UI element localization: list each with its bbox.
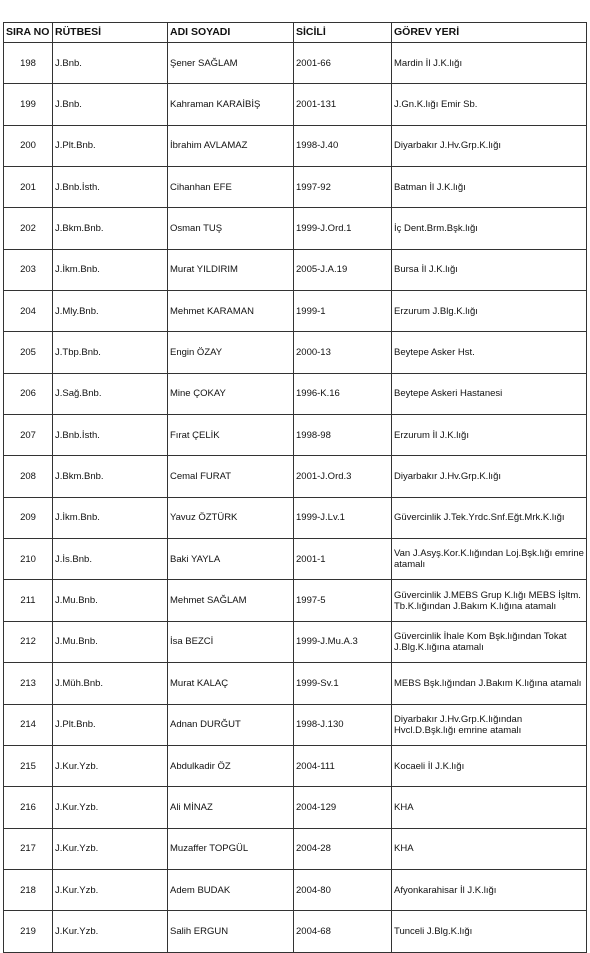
row-rutbe: J.Mu.Bnb.: [53, 580, 168, 621]
row-sicil: 1997-5: [294, 580, 392, 621]
row-rutbe: J.Kur.Yzb.: [53, 828, 168, 869]
row-sira-no: 217: [4, 828, 53, 869]
row-adi-soyadi: Cihanhan EFE: [168, 167, 294, 208]
header-row: [4, 23, 587, 43]
row-sira-no: 203: [4, 249, 53, 290]
row-gorev-yeri: J.Gn.K.lığı Emir Sb.: [392, 84, 587, 125]
row-gorev-yeri: Beytepe Asker Hst.: [392, 332, 587, 373]
row-gorev-yeri: MEBS Bşk.lığından J.Bakım K.lığına atamalı: [392, 663, 587, 704]
table-row: [4, 663, 587, 704]
table-header: [4, 23, 587, 43]
table-row: [4, 84, 587, 125]
row-adi-soyadi: Osman TUŞ: [168, 208, 294, 249]
table-row: [4, 497, 587, 538]
row-gorev-yeri: Bursa İl J.K.lığı: [392, 249, 587, 290]
row-gorev-yeri: Kocaeli İl J.K.lığı: [392, 745, 587, 786]
row-adi-soyadi: Yavuz ÖZTÜRK: [168, 497, 294, 538]
row-sira-no: 205: [4, 332, 53, 373]
row-rutbe: J.Plt.Bnb.: [53, 704, 168, 745]
row-sicil: 1997-92: [294, 167, 392, 208]
row-sira-no: 219: [4, 911, 53, 952]
row-rutbe: J.Sağ.Bnb.: [53, 373, 168, 414]
row-adi-soyadi: Şener SAĞLAM: [168, 43, 294, 84]
row-sicil: 2001-66: [294, 43, 392, 84]
row-adi-soyadi: Engin ÖZAY: [168, 332, 294, 373]
row-adi-soyadi: Abdulkadir ÖZ: [168, 745, 294, 786]
row-gorev-yeri: Diyarbakır J.Hv.Grp.K.lığı: [392, 456, 587, 497]
row-adi-soyadi: İsa BEZCİ: [168, 621, 294, 662]
table-row: [4, 291, 587, 332]
row-rutbe: J.Tbp.Bnb.: [53, 332, 168, 373]
table-row: [4, 621, 587, 662]
row-gorev-yeri: KHA: [392, 828, 587, 869]
row-adi-soyadi: Cemal FURAT: [168, 456, 294, 497]
row-rutbe: J.İs.Bnb.: [53, 539, 168, 580]
row-rutbe: J.Bnb.: [53, 84, 168, 125]
table-row: [4, 828, 587, 869]
table-row: [4, 787, 587, 828]
header-adi-soyadi: ADI SOYADI: [168, 23, 294, 43]
row-gorev-yeri: Erzurum İl J.K.lığı: [392, 415, 587, 456]
row-sicil: 2001-1: [294, 539, 392, 580]
row-sira-no: 208: [4, 456, 53, 497]
row-sicil: 1998-98: [294, 415, 392, 456]
table-body: [4, 43, 587, 953]
table-row: [4, 373, 587, 414]
table-row: [4, 167, 587, 208]
row-sira-no: 202: [4, 208, 53, 249]
table-row: [4, 208, 587, 249]
row-gorev-yeri: Diyarbakır J.Hv.Grp.K.lığından Hvcl.D.Bşk.lığı emrine atamalı: [392, 704, 587, 745]
table-row: [4, 745, 587, 786]
table-row: [4, 125, 587, 166]
row-rutbe: J.Kur.Yzb.: [53, 745, 168, 786]
row-sira-no: 216: [4, 787, 53, 828]
row-rutbe: J.Bnb.: [53, 43, 168, 84]
row-adi-soyadi: Mehmet SAĞLAM: [168, 580, 294, 621]
row-sira-no: 212: [4, 621, 53, 662]
row-gorev-yeri: Van J.Asyş.Kor.K.lığından Loj.Bşk.lığı emrine atamalı: [392, 539, 587, 580]
row-adi-soyadi: Muzaffer TOPGÜL: [168, 828, 294, 869]
row-sira-no: 211: [4, 580, 53, 621]
row-rutbe: J.Bnb.İsth.: [53, 415, 168, 456]
row-gorev-yeri: Beytepe Askeri Hastanesi: [392, 373, 587, 414]
row-rutbe: J.Plt.Bnb.: [53, 125, 168, 166]
row-sicil: 1999-J.Ord.1: [294, 208, 392, 249]
row-gorev-yeri: KHA: [392, 787, 587, 828]
header-rutbe: RÜTBESİ: [53, 23, 168, 43]
row-sicil: 1998-J.40: [294, 125, 392, 166]
row-sira-no: 210: [4, 539, 53, 580]
row-gorev-yeri: Mardin İl J.K.lığı: [392, 43, 587, 84]
row-sira-no: 200: [4, 125, 53, 166]
row-adi-soyadi: Mine ÇOKAY: [168, 373, 294, 414]
row-rutbe: J.Kur.Yzb.: [53, 911, 168, 952]
row-sicil: 2004-129: [294, 787, 392, 828]
row-sira-no: 213: [4, 663, 53, 704]
row-adi-soyadi: İbrahim AVLAMAZ: [168, 125, 294, 166]
row-gorev-yeri: Güvercinlik J.MEBS Grup K.lığı MEBS İşltm. Tb.K.lığından J.Bakım K.lığına atamalı: [392, 580, 587, 621]
row-gorev-yeri: Tunceli J.Blg.K.lığı: [392, 911, 587, 952]
row-sira-no: 215: [4, 745, 53, 786]
row-sicil: 2004-80: [294, 869, 392, 910]
table-row: [4, 539, 587, 580]
row-rutbe: J.Müh.Bnb.: [53, 663, 168, 704]
row-gorev-yeri: Afyonkarahisar İl J.K.lığı: [392, 869, 587, 910]
row-sira-no: 218: [4, 869, 53, 910]
row-sicil: 1999-Sv.1: [294, 663, 392, 704]
personnel-table: [3, 22, 587, 953]
row-rutbe: J.Kur.Yzb.: [53, 869, 168, 910]
row-sira-no: 206: [4, 373, 53, 414]
table-row: [4, 580, 587, 621]
row-gorev-yeri: Diyarbakır J.Hv.Grp.K.lığı: [392, 125, 587, 166]
row-sicil: 2001-131: [294, 84, 392, 125]
row-rutbe: J.İkm.Bnb.: [53, 249, 168, 290]
row-adi-soyadi: Salih ERGUN: [168, 911, 294, 952]
row-sicil: 2004-28: [294, 828, 392, 869]
row-rutbe: J.Bnb.İsth.: [53, 167, 168, 208]
row-sicil: 2004-111: [294, 745, 392, 786]
row-adi-soyadi: Baki YAYLA: [168, 539, 294, 580]
row-adi-soyadi: Kahraman KARAİBİŞ: [168, 84, 294, 125]
header-gorev-yeri: GÖREV YERİ: [392, 23, 587, 43]
table-row: [4, 704, 587, 745]
row-gorev-yeri: Güvercinlik J.Tek.Yrdc.Snf.Eğt.Mrk.K.lığı: [392, 497, 587, 538]
row-sira-no: 201: [4, 167, 53, 208]
row-sicil: 1999-1: [294, 291, 392, 332]
row-sira-no: 199: [4, 84, 53, 125]
header-sicil: SİCİLİ: [294, 23, 392, 43]
row-sicil: 1998-J.130: [294, 704, 392, 745]
row-adi-soyadi: Murat YILDIRIM: [168, 249, 294, 290]
row-gorev-yeri: İç Dent.Brm.Bşk.lığı: [392, 208, 587, 249]
header-sira-no: SIRA NO: [4, 23, 53, 43]
row-sira-no: 214: [4, 704, 53, 745]
row-adi-soyadi: Mehmet KARAMAN: [168, 291, 294, 332]
row-sicil: 2000-13: [294, 332, 392, 373]
table-row: [4, 869, 587, 910]
row-rutbe: J.Kur.Yzb.: [53, 787, 168, 828]
table-row: [4, 456, 587, 497]
row-sicil: 1999-J.Lv.1: [294, 497, 392, 538]
row-sira-no: 198: [4, 43, 53, 84]
row-adi-soyadi: Murat KALAÇ: [168, 663, 294, 704]
table-row: [4, 415, 587, 456]
table-row: [4, 911, 587, 952]
row-adi-soyadi: Adnan DURĞUT: [168, 704, 294, 745]
row-adi-soyadi: Ali MİNAZ: [168, 787, 294, 828]
row-rutbe: J.Bkm.Bnb.: [53, 456, 168, 497]
row-sicil: 1996-K.16: [294, 373, 392, 414]
row-sicil: 1999-J.Mu.A.3: [294, 621, 392, 662]
row-rutbe: J.Bkm.Bnb.: [53, 208, 168, 249]
row-gorev-yeri: Batman İl J.K.lığı: [392, 167, 587, 208]
row-rutbe: J.İkm.Bnb.: [53, 497, 168, 538]
row-sira-no: 204: [4, 291, 53, 332]
row-sira-no: 209: [4, 497, 53, 538]
table-row: [4, 43, 587, 84]
row-sira-no: 207: [4, 415, 53, 456]
row-adi-soyadi: Fırat ÇELİK: [168, 415, 294, 456]
row-gorev-yeri: Güvercinlik İhale Kom Bşk.lığından Tokat J.Blg.K.lığına atamalı: [392, 621, 587, 662]
row-rutbe: J.Mu.Bnb.: [53, 621, 168, 662]
row-sicil: 2005-J.A.19: [294, 249, 392, 290]
row-sicil: 2001-J.Ord.3: [294, 456, 392, 497]
table-row: [4, 332, 587, 373]
table-row: [4, 249, 587, 290]
row-rutbe: J.Mly.Bnb.: [53, 291, 168, 332]
row-adi-soyadi: Adem BUDAK: [168, 869, 294, 910]
row-sicil: 2004-68: [294, 911, 392, 952]
row-gorev-yeri: Erzurum J.Blg.K.lığı: [392, 291, 587, 332]
